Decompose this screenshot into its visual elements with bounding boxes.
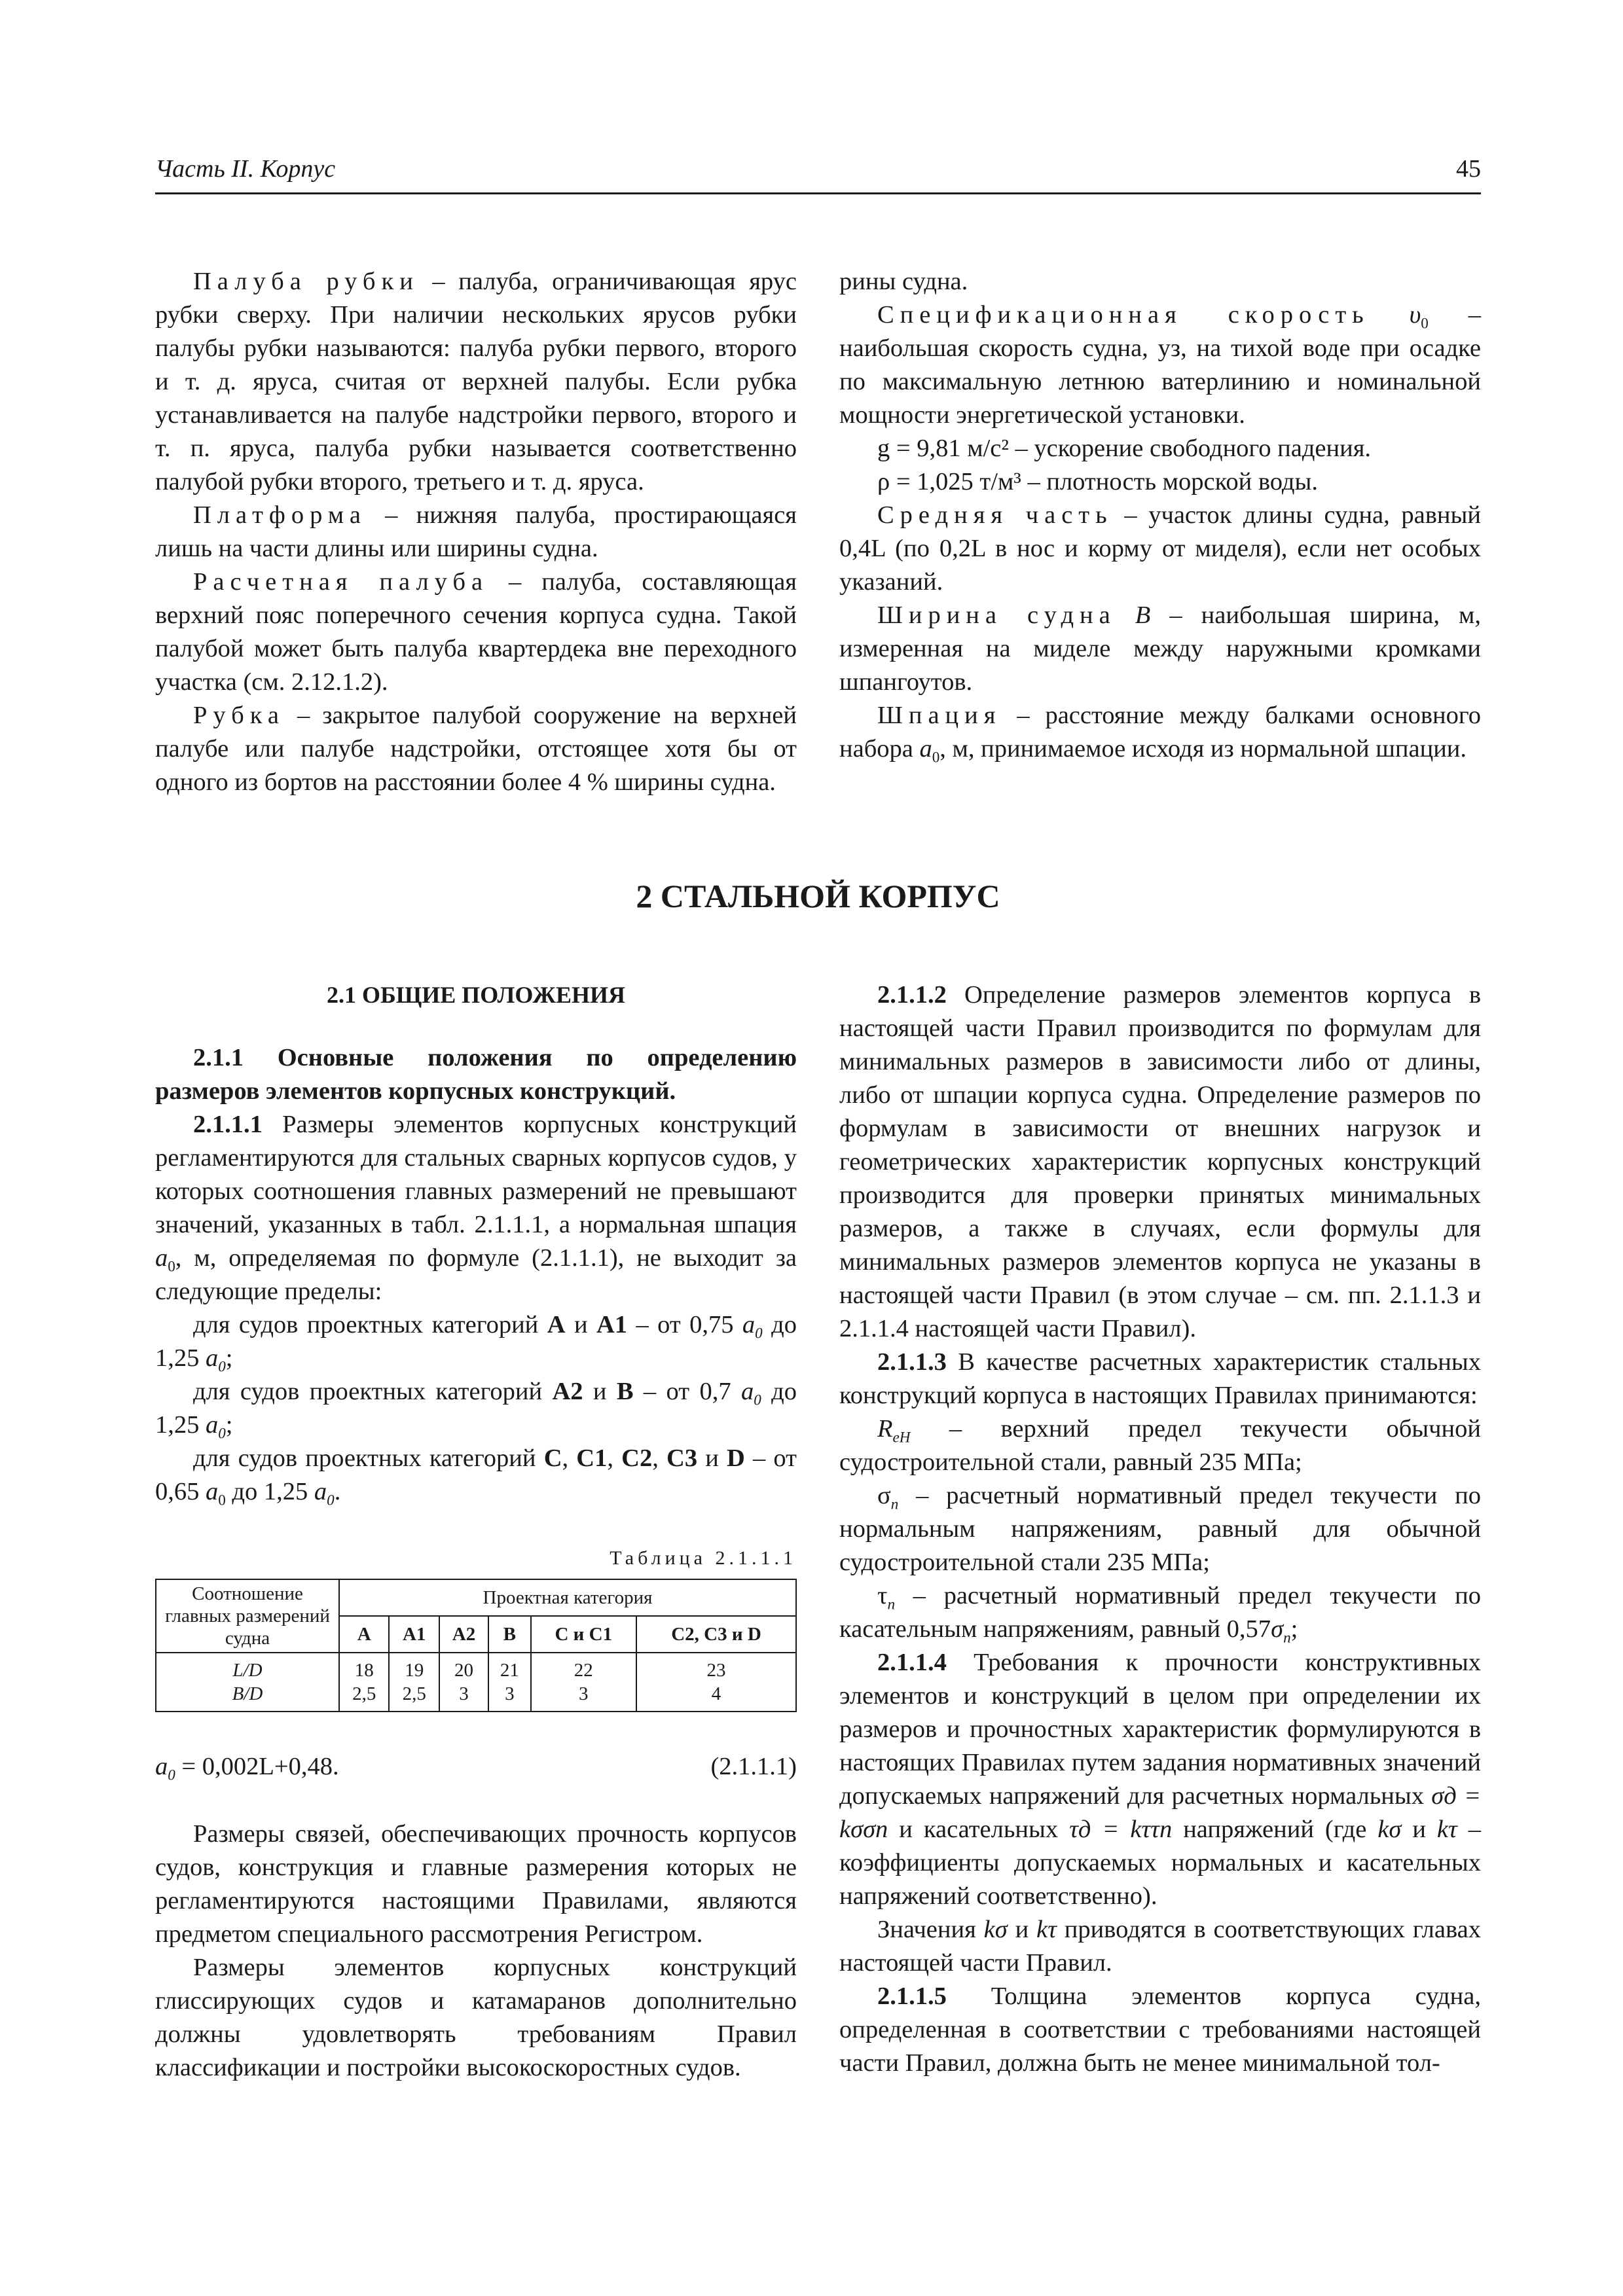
definition-breadth: Ширина судна B – наибольшая ширина, м, измеренная на миделе между наружными кромками шпангоутов. [839,601,1481,696]
definition-spacing: Шпация – расстояние между балками основного набора $a_0$, м, принимаемое исходя из нормальной шпации. [839,702,1481,766]
definition-deckhouse: Рубка – закрытое палубой сооружение на верхней палубе или палубе надстройки, отстоящее хотя бы от одного из бортов на расстоянии более 4 % ширины судна. [155,702,797,796]
table-header-cat-a1: A1 [389,1616,439,1653]
table-header-cat-c2-c3-d: C2, C3 и D [636,1616,796,1653]
section-title: 2.1 ОБЩИЕ ПОЛОЖЕНИЯ [326,982,626,1008]
page-header [155,154,1481,194]
table-cell: 18 2,5 [339,1653,389,1712]
table-cell: 20 3 [439,1653,488,1712]
definition-density: ρ = 1,025 т/м³ – плотность морской воды. [877,468,1318,495]
definition-gravity: g = 9,81 м/с² – ускорение свободного падения. [877,435,1372,462]
table-caption: Таблица 2.1.1.1 [610,1547,797,1569]
definition-platform: Платформа – нижняя палуба, простирающаяся лишь на части длины или ширины судна. [155,501,797,562]
table-header-cat-b: B [488,1616,530,1653]
paragraph-2-1-1-2: 2.1.1.2 Определение размеров элементов корпуса в настоящей части Правил производится по формулам для минимальных размеров в зависимости либо от длины, либо от шпации корпуса судна. Определение размеров по формулам в зависимости от внешних нагрузок и геометрических характеристик корпусных конструкций производится для проверки принятых минимальных размеров, а также в случаях, если формулы для минимальных размеров элементов корпуса не указаны в настоящей части Правил (в этом случае – см. пп. 2.1.1.3 и 2.1.1.4 настоящей части Правил). [839,981,1481,1342]
definition-deckhouse-deck: Палуба рубки – палуба, ограничивающая ярус рубки сверху. При наличии нескольких ярусов рубки палубы рубки называются: палуба рубки первого, второго и т. д. яруса, считая от верхней палубы. Если рубка устанавливается на палубе надстройки первого, второго и т. п. яруса, палуба рубки называется соответственно палубой рубки второго, третьего и т. д. яруса. [155,268,797,495]
definition-tau-n: $\tau_n$ – расчетный нормативный предел текучести по касательным напряжениям, равный $0,57\sigma_n$; [839,1582,1481,1646]
top-right-column [839,265,1481,766]
table-header-category: Проектная категория [339,1579,796,1616]
table-row [156,1653,796,1712]
formula-number: (2.1.1.1) [710,1753,797,1780]
formula-2-1-1-1: $a_0 = 0,002L+0,48$. (2.1.1.1) [155,1750,797,1784]
running-title: Часть II. Корпус [155,155,336,183]
table-cell: 19 2,5 [389,1653,439,1712]
table-cell: 22 3 [531,1653,636,1712]
definition-sigma-n: $\sigma_n$ – расчетный нормативный предел текучести по нормальным напряжениям, равный для обычной судостроительной стали 235 МПа; [839,1482,1481,1576]
paragraph-planing-craft: Размеры элементов корпусных конструкций глиссирующих судов и катамаранов дополнительно должны удовлетворять требованиям Правил классификации и постройки высокоскоростных судов. [155,1954,797,2081]
subsection-title: 2.1.1 Основные положения по определению размеров элементов корпусных конструкций. [155,1044,797,1105]
list-item-a2-b: для судов проектных категорий A2 и B – от 0,7 $a_0$ до 1,25 $a_0$; [155,1378,797,1442]
chapter-title: 2 СТАЛЬНОЙ КОРПУС [636,878,1000,914]
continuation-text: рины судна. [839,268,968,295]
paragraph-2-1-1-1: 2.1.1.1 Размеры элементов корпусных конструкций регламентируются для стальных сварных корпусов судов, у которых соотношения главных размерений не превышают значений, указанных в табл. 2.1.1.1, а нормальная шпация $a_0$, м, определяемая по формуле (2.1.1.1), не выходит за следующие пределы: [155,1111,797,1305]
list-item-a-a1: для судов проектных категорий A и A1 – от 0,75 $a_0$ до 1,25 $a_0$; [155,1311,797,1375]
table-row-labels: L/D B/D [156,1653,339,1712]
bottom-left-column [155,978,797,2085]
bottom-right-column [839,978,1481,2080]
top-left-column [155,265,797,799]
paragraph-2-1-1-5: 2.1.1.5 Толщина элементов корпуса судна, определенная в соответствии с требованиями настоящей части Правил, должна быть не менее минимальной тол- [839,1982,1481,2077]
definition-reh: $R_{eH}$ – верхний предел текучести обычной судостроительной стали, равный 235 МПа; [839,1415,1481,1476]
paragraph-2-1-1-3: 2.1.1.3 В качестве расчетных характеристик стальных конструкций корпуса в настоящих Правилах принимаются: [839,1348,1481,1409]
definition-speed: Спецификационная скорость $\upsilon_0$ – наибольшая скорость судна, уз, на тихой воде при осадке по максимальную летнюю ватерлинию и номинальной мощности энергетической установки. [839,301,1481,429]
definition-midship-part: Средняя часть – участок длины судна, равный 0,4L (по 0,2L в нос и корму от миделя), если нет особых указаний. [839,501,1481,596]
dimensions-ratio-table [155,1579,797,1712]
page-number: 45 [1456,155,1481,183]
table-cell: 23 4 [636,1653,796,1712]
table-header-cat-c-c1: C и C1 [531,1616,636,1653]
paragraph-special-consideration: Размеры связей, обеспечивающих прочность корпусов судов, конструкция и главные размерения которых не регламентируются настоящими Правилами, являются предметом специального рассмотрения Регистром. [155,1820,797,1948]
table-header-ratio: Соотношение главных размерений судна [156,1579,339,1653]
table-header-cat-a: A [339,1616,389,1653]
list-item-c-d: для судов проектных категорий C, C1, C2, C3 и D – от 0,65 $a_0$ до 1,25 $a_0$. [155,1444,797,1509]
table-header-cat-a2: A2 [439,1616,488,1653]
paragraph-2-1-1-4: 2.1.1.4 Требования к прочности конструктивных элементов и конструкций в целом при определении их размеров и прочностных характеристик формулируются в настоящих Правилах путем задания нормативных значений допускаемых напряжений для расчетных нормальных σд = kσσn и касательных τд = kττn напряжений (где kσ и kτ – коэффициенты допускаемых нормальных и касательных напряжений соответственно). [839,1649,1482,1910]
table-cell: 21 3 [488,1653,530,1712]
paragraph-coefficients: Значения kσ и kτ приводятся в соответствующих главах настоящей части Правил. [839,1916,1481,1977]
definition-strength-deck: Расчетная палуба – палуба, составляющая верхний пояс поперечного сечения корпуса судна. Такой палубой может быть палуба квартердека вне переходного участка (см. 2.12.1.2). [155,568,797,696]
